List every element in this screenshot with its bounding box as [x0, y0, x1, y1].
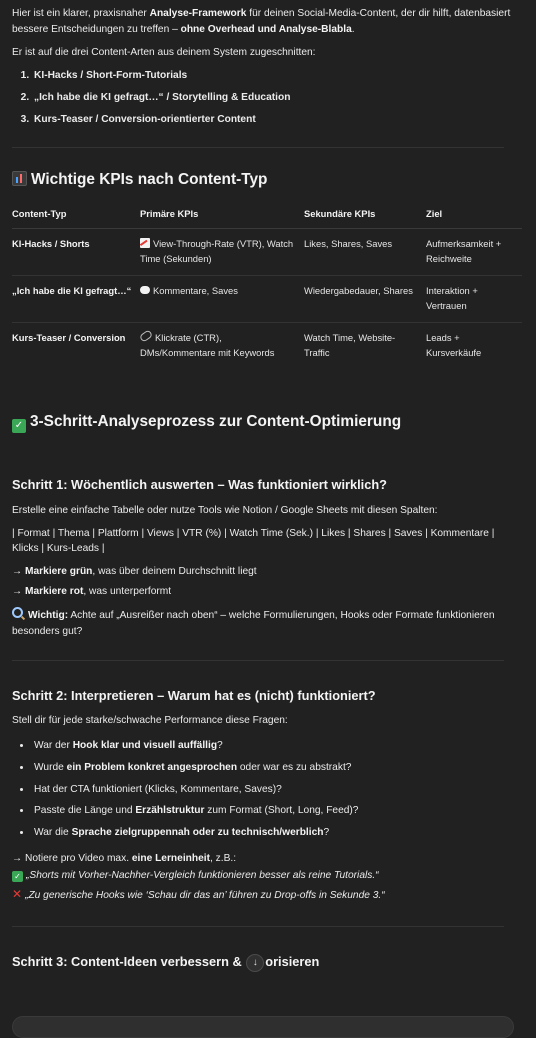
- process-heading-text: 3-Schritt-Analyseprozess zur Content-Optimierung: [30, 413, 402, 431]
- bold-text: ein Problem konkret angesprochen: [66, 761, 238, 773]
- rule-text: , was unterperformt: [83, 586, 172, 598]
- table-cell: [140, 228, 304, 275]
- check-mark-icon: ✓: [12, 871, 23, 882]
- check-mark-icon: ✓: [12, 419, 26, 433]
- kpi-table: [12, 202, 522, 369]
- bold-text: Sprache zielgruppennah oder zu technisch/werblich: [71, 827, 324, 839]
- intro-bold: ohne Overhead und Analyse-Blabla: [180, 23, 352, 35]
- intro-text: für deinen Social-Media-Content, der dir hilft, datenbasiert bessere Entscheidungen zu treffen –: [12, 8, 511, 35]
- intro-text: Hier ist ein klarer, praxisnaher: [12, 8, 150, 19]
- chart-increasing-icon: [140, 238, 150, 248]
- note-text: , z.B.:: [209, 853, 237, 865]
- divider: [12, 660, 504, 661]
- item-text: Passte die Länge und: [34, 805, 136, 817]
- message-composer[interactable]: [12, 1016, 514, 1038]
- list-item: 2. „Ich habe die KI gefragt…“ / Storytelling & Education: [32, 90, 512, 106]
- table-cell: Wiedergabedauer, Shares: [304, 276, 426, 323]
- item-text: War der: [34, 739, 73, 751]
- item-text: War die: [34, 827, 72, 839]
- question-list: [12, 738, 512, 841]
- example-good: [12, 868, 512, 884]
- table-row: [12, 276, 522, 323]
- step3-heading-text: Schritt 3: Content-Ideen verbessern &: [12, 954, 246, 970]
- step1-paragraph: Erstelle eine einfache Tabelle oder nutze Tools wie Notion / Google Sheets mit diesen Spalten:: [12, 504, 438, 516]
- table-cell: Aufmerksamkeit + Reichweite: [426, 228, 522, 275]
- bold-text: eine Lerneinheit: [131, 853, 210, 865]
- item-text: Wurde: [34, 761, 67, 773]
- link-icon: [139, 329, 153, 342]
- bar-chart-icon: [12, 171, 27, 186]
- arrow-text: →: [12, 586, 26, 598]
- speech-bubble-icon: [140, 286, 150, 294]
- example-text: „Shorts mit Vorher-Nachher-Vergleich funktionieren besser als reine Tutorials.“: [26, 869, 379, 881]
- step1-green-rule: [12, 564, 512, 580]
- bold-text: Wichtig:: [28, 609, 69, 621]
- kpi-heading-text: Wichtige KPIs nach Content-Typ: [31, 170, 268, 188]
- example-text: „Zu generische Hooks wie ‘Schau dir das an’ führen zu Drop-offs in Sekunde 3.“: [25, 889, 385, 901]
- list-item: 3. Kurs-Teaser / Conversion-orientierter Content: [32, 112, 512, 128]
- bold-text: Erzählstruktur: [135, 805, 205, 817]
- intro-subline: Er ist auf die drei Content-Arten aus deinem System zugeschnitten:: [12, 46, 316, 58]
- bold-text: Markiere grün: [25, 566, 93, 578]
- intro-text: .: [351, 23, 355, 35]
- magnifier-icon: [12, 607, 23, 618]
- chat-message: [12, 6, 512, 972]
- process-heading: [12, 412, 512, 433]
- column-header: Ziel: [426, 202, 522, 229]
- table-header-row: [12, 202, 522, 229]
- rule-text: , was über deinem Durchschnitt liegt: [92, 566, 257, 578]
- table-row: [12, 323, 522, 370]
- scroll-down-button[interactable]: ↓: [246, 954, 264, 972]
- step3-heading: [12, 954, 512, 972]
- divider: [12, 926, 504, 927]
- step1-tip: [12, 607, 512, 640]
- table-cell: [140, 323, 304, 370]
- tip-text: Achte auf „Ausreißer nach oben“ – welche Formulierungen, Hooks oder Formate funktionieren besonders gut?: [12, 609, 495, 637]
- table-cell: „Ich habe die KI gefragt…“: [12, 276, 140, 323]
- intro-paragraph: [12, 6, 512, 38]
- table-cell: Likes, Shares, Saves: [304, 228, 426, 275]
- step2-paragraph: Stell dir für jede starke/schwache Performance diese Fragen:: [12, 715, 288, 727]
- step1-red-rule: [12, 584, 512, 600]
- item-text: ?: [217, 739, 223, 751]
- column-header: Primäre KPIs: [140, 202, 304, 229]
- item-text: oder war es zu abstrakt?: [237, 761, 352, 773]
- item-text: zum Format (Short, Long, Feed)?: [204, 805, 359, 817]
- table-cell: KI-Hacks / Shorts: [12, 228, 140, 275]
- cell-text: Kommentare, Saves: [153, 285, 238, 297]
- step2-note: [12, 851, 512, 867]
- note-text: → Notiere pro Video max.: [12, 853, 132, 865]
- arrow-text: →: [12, 566, 26, 578]
- list-item: • Hat der CTA funktioniert (Klicks, Kommentare, Saves)?: [32, 782, 512, 798]
- list-item: 1. KI-Hacks / Short-Form-Tutorials: [32, 68, 512, 84]
- cross-mark-icon: ✕: [12, 886, 23, 901]
- item-text: ?: [323, 827, 330, 839]
- table-cell: Kurs-Teaser / Conversion: [12, 332, 126, 344]
- step3-heading-text: orisieren: [265, 954, 320, 970]
- list-item: [32, 825, 512, 841]
- table-cell: [140, 276, 304, 323]
- table-cell: Watch Time, Website-Traffic: [304, 332, 396, 359]
- step1-heading: Schritt 1: Wöchentlich auswerten – Was funktioniert wirklich?: [12, 477, 387, 493]
- table-cell: Interaktion + Vertrauen: [426, 276, 522, 323]
- list-item: [32, 760, 512, 776]
- list-item: [32, 738, 512, 754]
- bold-text: Markiere rot: [25, 586, 84, 598]
- step1-columns: | Format | Thema | Plattform | Views | VTR (%) | Watch Time (Sek.) | Likes | Shares | Saves | Kommentare | Klicks | Kurs-Leads |: [12, 527, 495, 555]
- kpi-heading: [12, 170, 512, 190]
- table-row: [12, 228, 522, 275]
- column-header: Sekundäre KPIs: [304, 202, 426, 229]
- bold-text: Hook klar und visuell auffällig: [72, 739, 218, 751]
- cell-text: Klickrate (CTR), DMs/Kommentare mit Keywords: [140, 332, 275, 359]
- list-item: [32, 803, 512, 819]
- step2-heading: Schritt 2: Interpretieren – Warum hat es (nicht) funktioniert?: [12, 687, 376, 703]
- example-bad: [12, 885, 512, 904]
- content-type-list: [12, 68, 512, 127]
- cell-text: View-Through-Rate (VTR), Watch Time (Sekunden): [140, 237, 294, 264]
- divider: [12, 147, 504, 148]
- intro-bold: Analyse-Framework: [149, 8, 247, 19]
- table-cell: Leads + Kursverkäufe: [426, 332, 482, 359]
- column-header: Content-Typ: [12, 202, 140, 229]
